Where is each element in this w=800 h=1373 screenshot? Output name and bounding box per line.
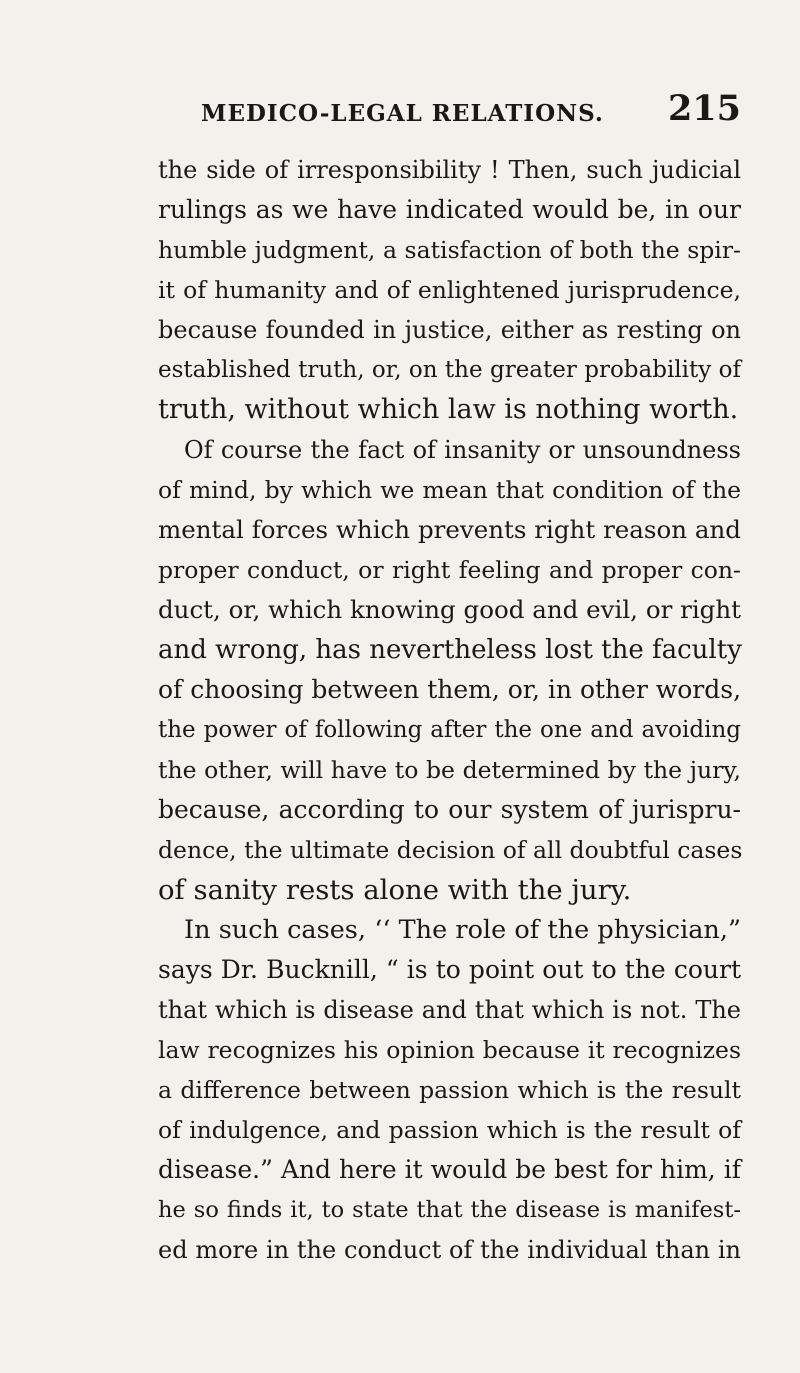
- text-line: of mind, by which we mean that condition of the: [158, 476, 741, 504]
- text-line: the side of irresponsibility ! Then, such judicial: [158, 156, 741, 184]
- text-line: rulings as we have indicated would be, in our: [158, 195, 741, 224]
- text-line: mental forces which prevents right reason and: [158, 515, 741, 544]
- running-title: MEDICO-LEGAL RELATIONS.: [201, 100, 604, 127]
- text-line: he so finds it, to state that the disease is manifest-: [158, 1197, 741, 1223]
- text-line: humble judgment, a satisfaction of both the spir-: [158, 236, 741, 264]
- text-line: truth, without which law is nothing worth.: [158, 394, 739, 425]
- running-head: [201, 88, 741, 138]
- text-line: ed more in the conduct of the individual than in: [158, 1236, 741, 1264]
- text-line: that which is disease and that which is not. The: [158, 996, 741, 1024]
- text-line: of sanity rests alone with the jury.: [158, 874, 632, 906]
- text-line: In such cases, ‘‘ The role of the physician,”: [184, 915, 741, 945]
- text-line: law recognizes his opinion because it recognizes: [158, 1036, 741, 1064]
- text-line: dence, the ultimate decision of all doubtful cases: [158, 836, 743, 864]
- text-line: because, according to our system of jurispru-: [158, 795, 741, 824]
- text-line: a difference between passion which is the result: [158, 1076, 741, 1104]
- text-line: it of humanity and of enlightened jurisprudence,: [158, 276, 741, 304]
- text-line: of indulgence, and passion which is the result of: [158, 1116, 741, 1144]
- text-line: because founded in justice, either as resting on: [158, 316, 741, 344]
- text-line: of choosing between them, or, in other words,: [158, 675, 742, 704]
- text-line: and wrong, has nevertheless lost the faculty: [158, 635, 742, 665]
- text-line: says Dr. Bucknill, “ is to point out to the court: [158, 955, 741, 984]
- text-line: disease.” And here it would be best for him, if: [158, 1155, 741, 1184]
- text-line: duct, or, which knowing good and evil, or right: [158, 595, 741, 624]
- text-line: established truth, or, on the greater probability of: [158, 357, 741, 383]
- page-number: 215: [667, 88, 741, 129]
- text-line: Of course the fact of insanity or unsoundness: [184, 436, 741, 464]
- text-line: the other, will have to be determined by the jury,: [158, 756, 741, 784]
- text-line: the power of following after the one and avoiding: [158, 717, 741, 743]
- text-line: proper conduct, or right feeling and proper con-: [158, 556, 741, 584]
